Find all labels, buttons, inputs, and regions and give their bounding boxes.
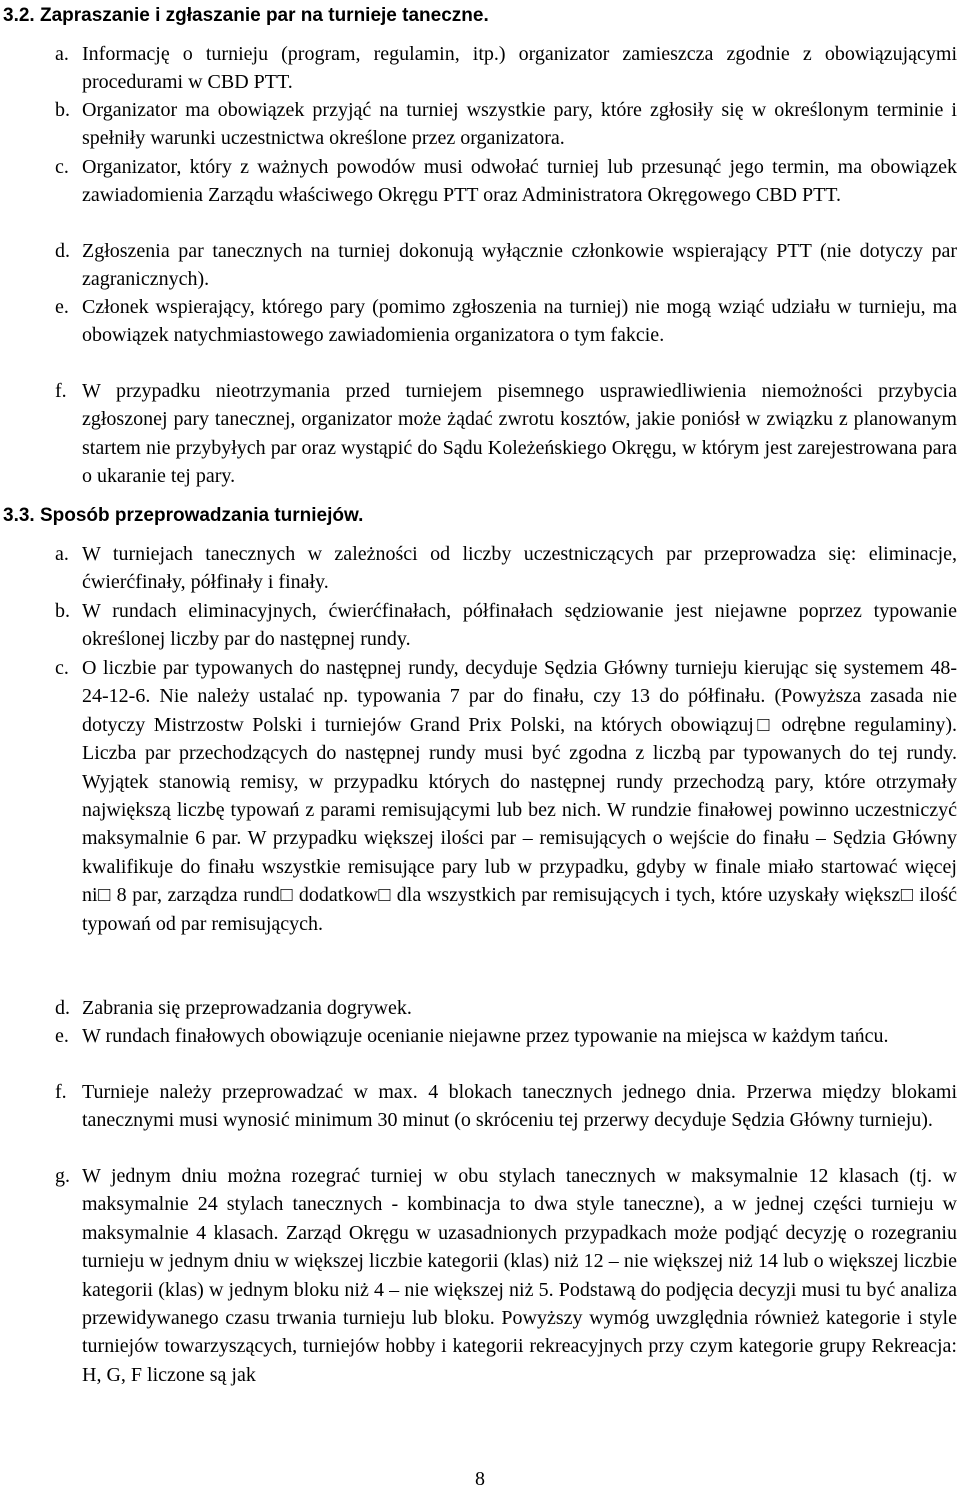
item-letter: e. xyxy=(55,1025,69,1047)
section-heading-3-2: 3.2. Zapraszanie i zgłaszanie par na turnieje taneczne. xyxy=(3,5,489,26)
list-item-3-3-b xyxy=(55,597,957,654)
list-item-3-2-e xyxy=(55,293,957,350)
item-text: O liczbie par typowanych do następnej rundy, decyduje Sędzia Główny turnieju kierując się systemem 48-24-12-6. Nie należy ustalać np. typowania 7 par do finału, czy 13 do półfinału. (Powyższa zasada nie dotyczy Mistrzostw Polski i turniejów Grand Prix Polski, na których obowiązuj□ odrębne regulaminy). Liczba par przechodzących do następnej rundy musi być zgodna z liczbą par typowanych do tej rundy. Wyjątek stanowią remisy, w przypadku których do następnej rundy przechodzą pary, które otrzymały największą liczbę typowań z parami remisującymi lub bez nich. W rundzie finałowej powinno uczestniczyć maksymalnie 6 par. W przypadku większej ilości par – remisujących o wejście do finału – Sędzia Główny kwalifikuje do finału wszystkie remisujące pary lub w przypadku, gdyby w finale miało startować więcej ni□ 8 par, zarządza rund□ dodatkow□ dla wszystkich par remisujących i tych, które uzyskały większ□ ilość typowań od par remisujących. xyxy=(82,657,957,935)
list-item-3-2-b xyxy=(55,96,957,153)
item-letter: d. xyxy=(55,240,70,262)
item-letter: a. xyxy=(55,43,69,65)
list-item-3-3-e xyxy=(55,1022,957,1050)
item-text: Turnieje należy przeprowadzać w max. 4 blokach tanecznych jednego dnia. Przerwa między blokami tanecznymi musi wynosić minimum 30 minut (o skróceniu tej przerwy decyduje Sędzia Główny turnieju). xyxy=(82,1081,957,1132)
list-item-3-2-f xyxy=(55,377,957,491)
item-letter: c. xyxy=(55,156,69,178)
item-text: W jednym dniu można rozegrać turniej w obu stylach tanecznych w maksymalnie 12 klasach (tj. w maksymalnie 24 stylach tanecznych - kombinacja to dwa style taneczne), a w jednej części turnieju w maksymalnie 4 klasach. Zarząd Okręgu w uzasadnionych przypadkach może podjąć decyzję o rozegraniu turnieju w jednym dniu w większej liczbie kategorii (klas) niż 12 – nie większej niż 14 lub o większej liczbie kategorii (klas) w jednym bloku niż 4 – nie większej niż 5. Podstawą do podjęcia decyzji musi tu być analiza przewidywanego czasu trwania turnieju lub bloku. Powyższy wymóg uwzględnia również kategorie i style turniejów towarzyszących, turniejów hobby i kategorii rekreacyjnych przy czym kategorie grupy Rekreacja: H, G, F liczone są jak xyxy=(82,1165,957,1386)
item-letter: b. xyxy=(55,99,70,121)
item-text: W turniejach tanecznych w zależności od liczby uczestniczących par przeprowadza się: eliminacje, ćwierćfinały, półfinały i finały. xyxy=(82,543,957,594)
list-item-3-3-d xyxy=(55,994,957,1022)
item-letter: g. xyxy=(55,1165,70,1187)
section-heading-3-3: 3.3. Sposób przeprowadzania turniejów. xyxy=(3,505,364,526)
item-letter: e. xyxy=(55,296,69,318)
item-letter: d. xyxy=(55,997,70,1019)
page-number: 8 xyxy=(475,1468,485,1490)
item-text: Członek wspierający, którego pary (pomimo zgłoszenia na turniej) nie mogą wziąć udziału w turnieju, ma obowiązek natychmiastowego zawiadomienia organizatora o tym fakcie. xyxy=(82,296,957,347)
item-letter: f. xyxy=(55,1081,67,1103)
list-item-3-2-c xyxy=(55,153,957,210)
item-text: Organizator ma obowiązek przyjąć na turniej wszystkie pary, które zgłosiły się w określonym terminie i spełniły warunki uczestnictwa określone przez organizatora. xyxy=(82,99,957,150)
item-letter: b. xyxy=(55,600,70,622)
item-letter: a. xyxy=(55,543,69,565)
item-letter: c. xyxy=(55,657,69,679)
list-item-3-3-f xyxy=(55,1078,957,1135)
item-text: Organizator, który z ważnych powodów musi odwołać turniej lub przesunąć jego termin, ma obowiązek zawiadomienia Zarządu właściwego Okręgu PTT oraz Administratora Okręgowego CBD PTT. xyxy=(82,156,957,207)
item-text: Informację o turnieju (program, regulamin, itp.) organizator zamieszcza zgodnie z obowiązującymi procedurami w CBD PTT. xyxy=(82,43,957,94)
item-text: Zgłoszenia par tanecznych na turniej dokonują wyłącznie członkowie wspierający PTT (nie dotyczy par zagranicznych). xyxy=(82,240,957,291)
item-text: W przypadku nieotrzymania przed turniejem pisemnego usprawiedliwienia niemożności przybycia zgłoszonej pary tanecznej, organizator może żądać zwrotu kosztów, jakie poniósł w związku z planowanym startem nie przybyłych par oraz wystąpić do Sądu Koleżeńskiego Okręgu, w którym jest zarejestrowana para o ukaranie tej pary. xyxy=(82,380,957,488)
list-item-3-2-a xyxy=(55,40,957,97)
list-item-3-3-c xyxy=(55,654,957,938)
list-item-3-3-a xyxy=(55,540,957,597)
item-letter: f. xyxy=(55,380,67,402)
item-text: W rundach eliminacyjnych, ćwierćfinałach, półfinałach sędziowanie jest niejawne poprzez typowanie określonej liczby par do następnej rundy. xyxy=(82,600,957,651)
list-item-3-2-d xyxy=(55,237,957,294)
item-text: Zabrania się przeprowadzania dogrywek. xyxy=(82,997,412,1019)
item-text: W rundach finałowych obowiązuje ocenianie niejawne przez typowanie na miejsca w każdym tańcu. xyxy=(82,1025,889,1047)
list-item-3-3-g xyxy=(55,1162,957,1389)
